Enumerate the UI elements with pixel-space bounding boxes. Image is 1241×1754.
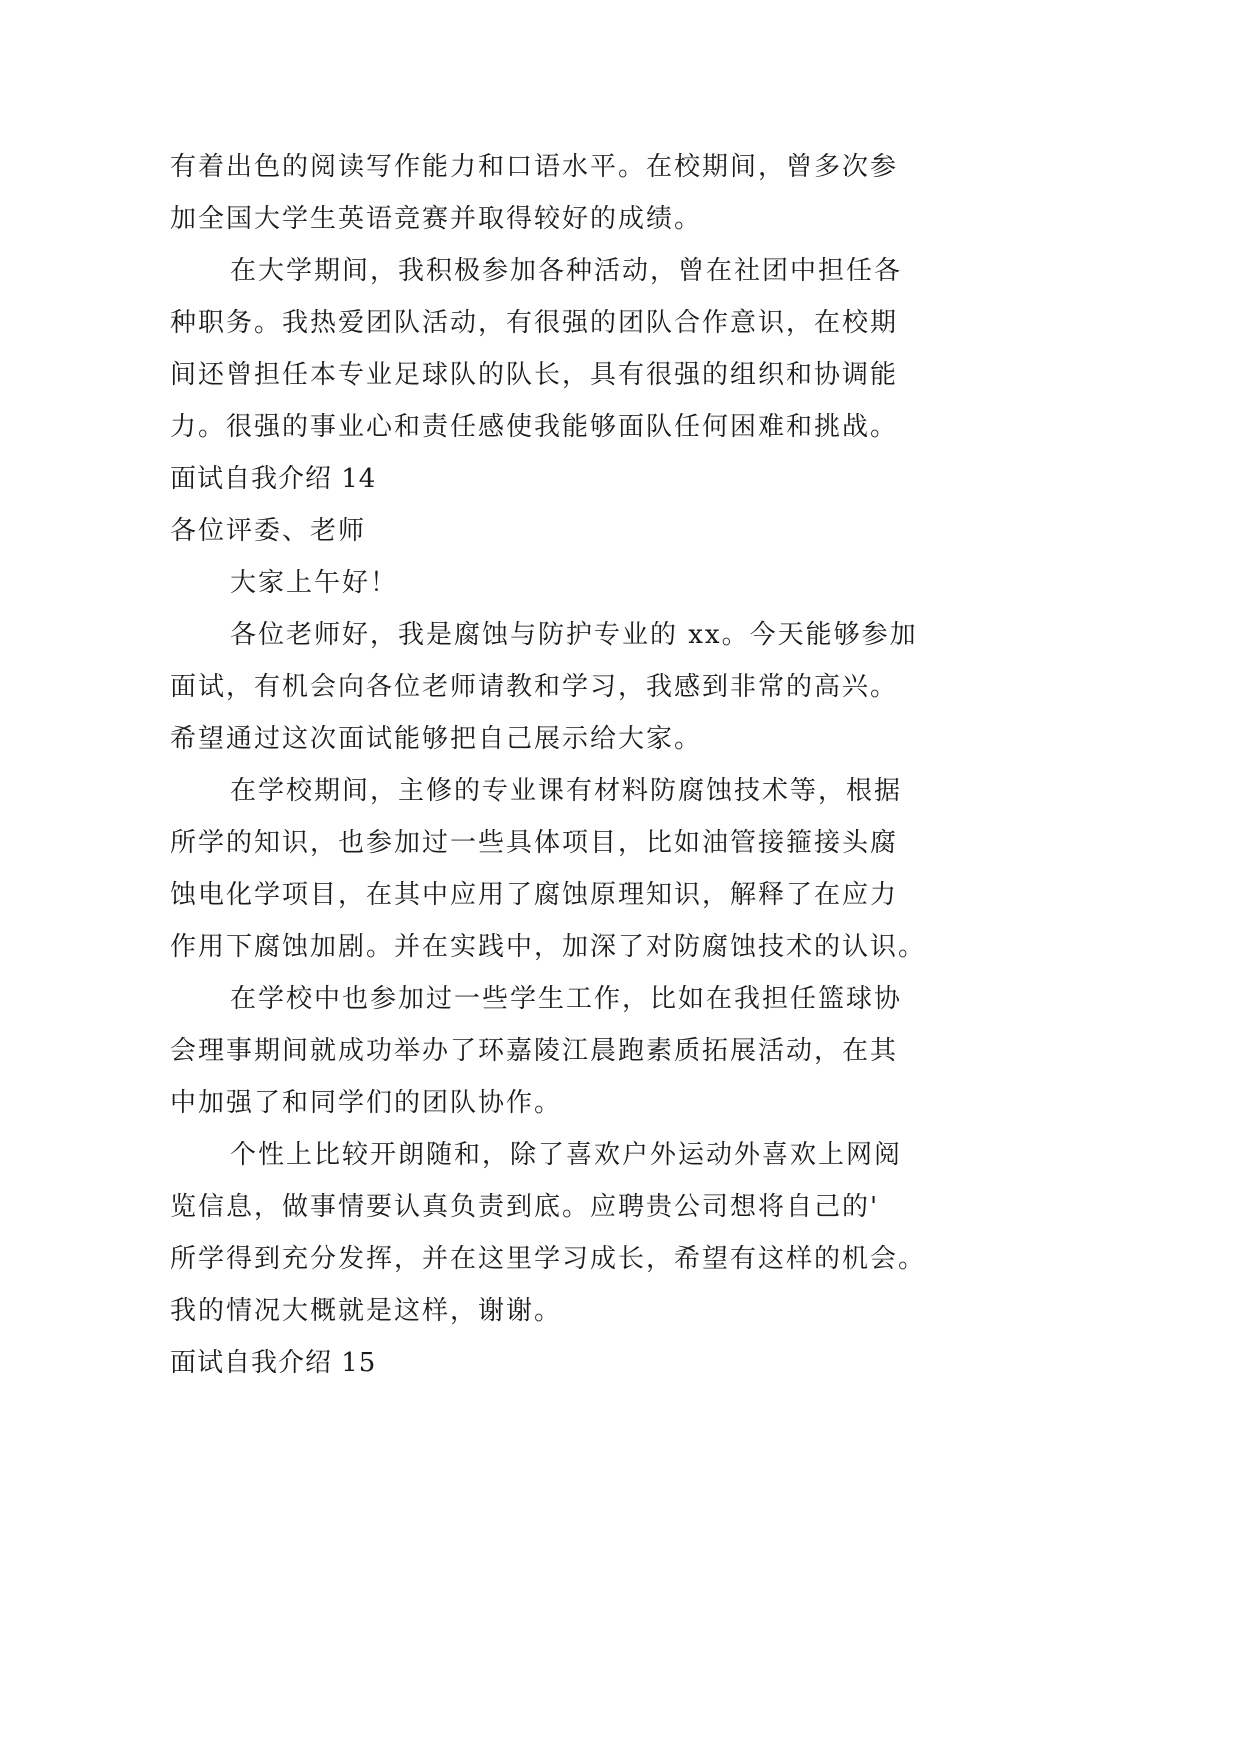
paragraph-line: 个性上比较开朗随和，除了喜欢户外运动外喜欢上网阅 — [230, 1140, 903, 1170]
paragraph-line: 中加强了和同学们的团队协作。 — [170, 1088, 563, 1118]
paragraph-line: 种职务。我热爱团队活动，有很强的团队合作意识，在校期 — [170, 308, 899, 338]
paragraph-line: 加全国大学生英语竞赛并取得较好的成绩。 — [170, 204, 703, 234]
paragraph-line: 面试，有机会向各位老师请教和学习，我感到非常的高兴。 — [170, 672, 899, 702]
paragraph-line: 所学得到充分发挥，并在这里学习成长，希望有这样的机会。 — [170, 1244, 927, 1274]
paragraph-line: 作用下腐蚀加剧。并在实践中，加深了对防腐蚀技术的认识。 — [170, 932, 927, 962]
paragraph-line: 力。很强的事业心和责任感使我能够面队任何困难和挑战。 — [170, 412, 899, 442]
paragraph-line: 会理事期间就成功举办了环嘉陵江晨跑素质拓展活动，在其 — [170, 1036, 899, 1066]
paragraph-line: 各位老师好，我是腐蚀与防护专业的 xx。今天能够参加 — [230, 620, 918, 650]
salutation: 各位评委、老师 — [170, 516, 367, 546]
paragraph-line: 希望通过这次面试能够把自己展示给大家。 — [170, 724, 703, 754]
greeting: 大家上午好！ — [230, 568, 399, 598]
paragraph-line: 所学的知识，也参加过一些具体项目，比如油管接箍接头腐 — [170, 828, 899, 858]
paragraph-line: 在学校中也参加过一些学生工作，比如在我担任篮球协 — [230, 984, 903, 1014]
paragraph-line: 有着出色的阅读写作能力和口语水平。在校期间，曾多次参 — [170, 152, 899, 182]
section-heading: 面试自我介绍 14 — [170, 464, 377, 494]
section-heading: 面试自我介绍 15 — [170, 1348, 377, 1378]
paragraph-line: 览信息，做事情要认真负责到底。应聘贵公司想将自己的' — [170, 1192, 880, 1222]
paragraph-line: 我的情况大概就是这样，谢谢。 — [170, 1296, 563, 1326]
paragraph-line: 间还曾担任本专业足球队的队长，具有很强的组织和协调能 — [170, 360, 899, 390]
paragraph-line: 在学校期间，主修的专业课有材料防腐蚀技术等，根据 — [230, 776, 903, 806]
paragraph-line: 蚀电化学项目，在其中应用了腐蚀原理知识，解释了在应力 — [170, 880, 899, 910]
paragraph-line: 在大学期间，我积极参加各种活动，曾在社团中担任各 — [230, 256, 903, 286]
